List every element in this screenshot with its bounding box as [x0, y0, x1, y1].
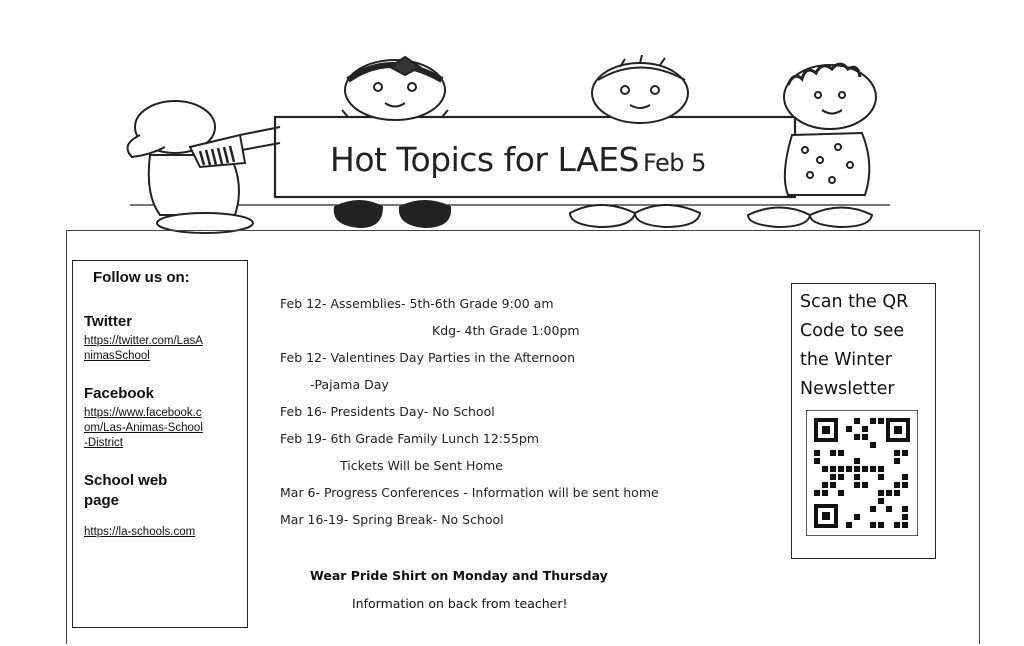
event-item: Feb 16- Presidents Day- No School: [280, 404, 495, 419]
qr-code-icon[interactable]: [806, 410, 918, 536]
school-web-heading: School web page: [84, 472, 168, 509]
event-item: Kdg- 4th Grade 1:00pm: [432, 323, 580, 338]
twitter-heading: Twitter: [84, 313, 133, 330]
events-list: [280, 294, 770, 537]
banner-date: Feb 5: [643, 149, 706, 177]
event-item: Feb 12- Assemblies- 5th-6th Grade 9:00 am: [280, 296, 554, 311]
event-item: Feb 19- 6th Grade Family Lunch 12:55pm: [280, 431, 540, 446]
qr-panel: [791, 283, 936, 559]
twitter-link[interactable]: https://twitter.com/LasAnimasSchool: [84, 335, 203, 362]
pride-shirt-note: Wear Pride Shirt on Monday and Thursday: [310, 568, 608, 583]
follow-us-heading: Follow us on:: [93, 269, 190, 286]
facebook-link[interactable]: https://www.facebook.com/Las-Animas-School-District: [84, 407, 203, 449]
info-note: Information on back from teacher!: [352, 596, 568, 611]
school-web-link[interactable]: https://la-schools.com: [84, 526, 196, 538]
event-item: Tickets Will be Sent Home: [340, 458, 503, 473]
follow-us-panel: [72, 260, 248, 628]
qr-caption: Scan the QR Code to see the Winter Newsletter: [800, 292, 909, 399]
kid-cap-illustration: [128, 101, 281, 233]
event-item: -Pajama Day: [310, 377, 389, 392]
banner-title: [330, 140, 750, 190]
facebook-heading: Facebook: [84, 385, 155, 402]
event-item: Feb 12- Valentines Day Parties in the Afternoon: [280, 350, 576, 365]
banner-title-text: Hot Topics for LAES: [330, 140, 639, 179]
event-item: Mar 6- Progress Conferences - Information will be sent home: [280, 485, 659, 500]
event-item: Mar 16-19- Spring Break- No School: [280, 512, 504, 527]
